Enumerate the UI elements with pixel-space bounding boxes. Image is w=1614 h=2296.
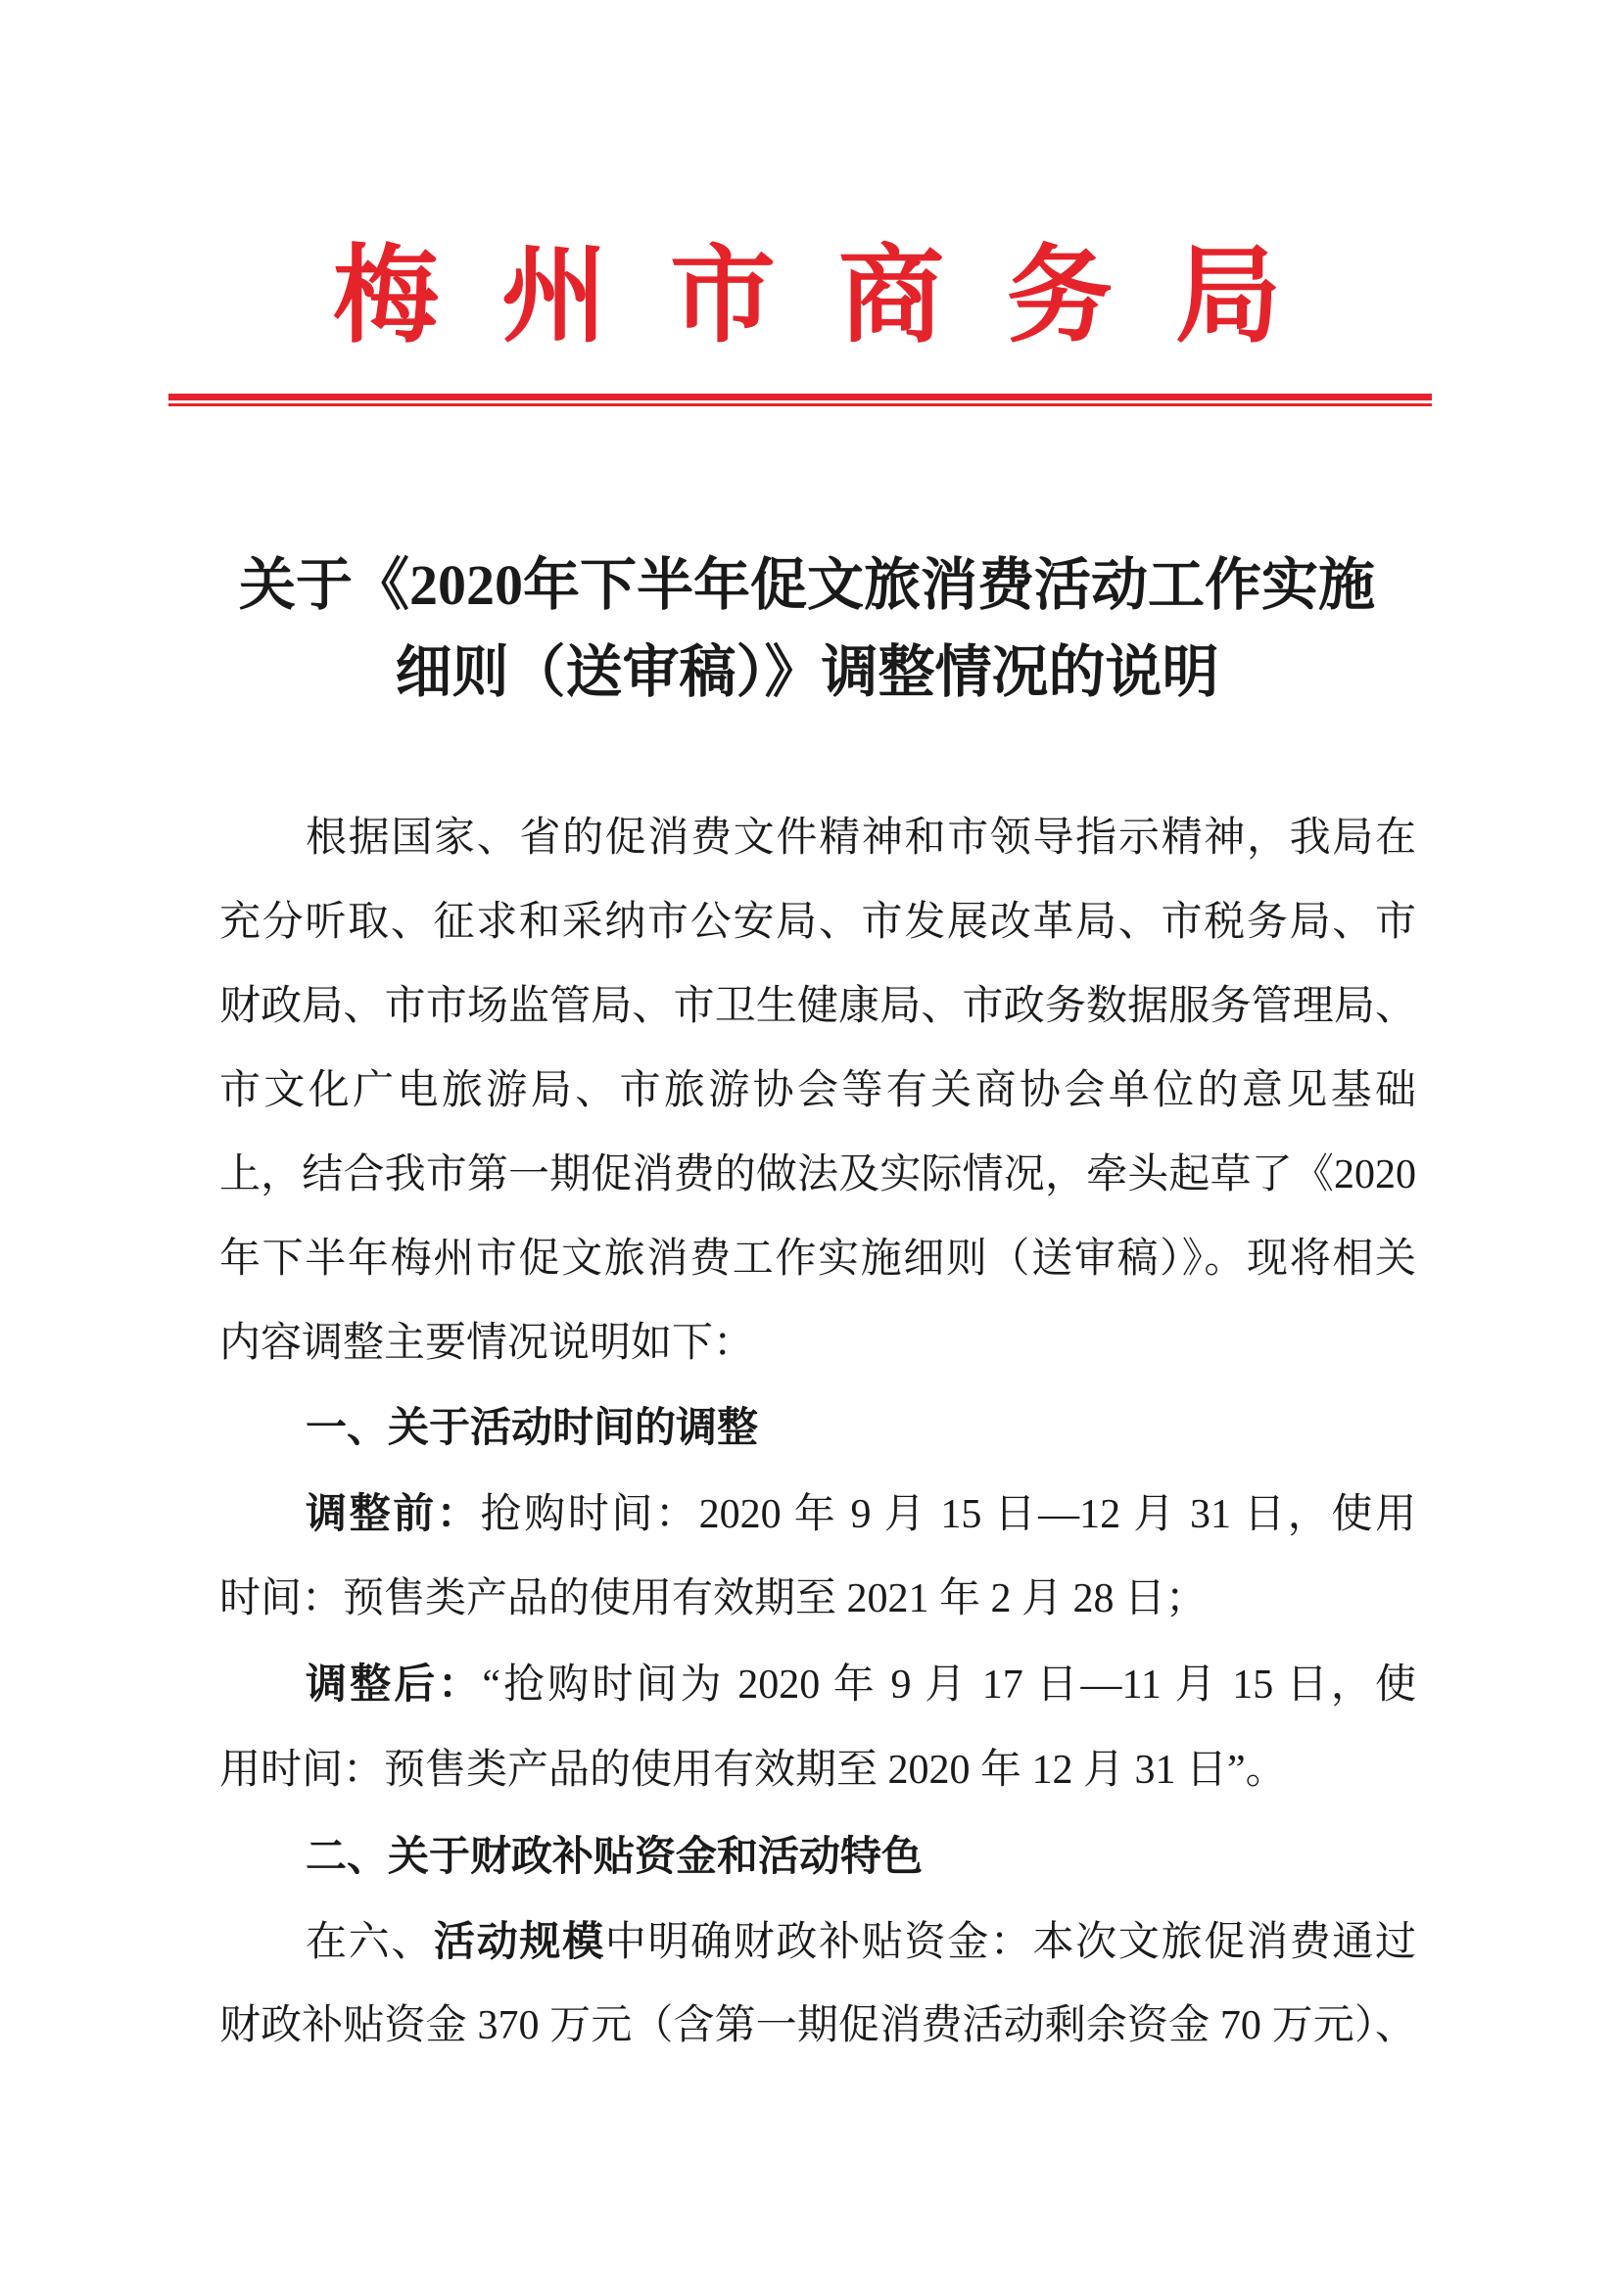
intro-line: 根据国家、省的促消费文件精神和市领导指示精神，我局在 [306, 816, 1416, 861]
intro-line: 上，结合我市第一期促消费的做法及实际情况，牵头起草了《2020 [219, 1152, 1416, 1197]
section2-para-line2: 财政补贴资金 370 万元（含第一期促消费活动剩余资金 70 万元）、 [219, 2003, 1416, 2048]
section1-heading: 一、关于活动时间的调整 [306, 1404, 759, 1450]
section1-before-line2: 时间：预售类产品的使用有效期至 2021 年 2 月 28 日； [219, 1576, 1208, 1621]
section1-before-line1 [306, 1484, 1416, 1544]
before-label: 调整前： [306, 1490, 481, 1536]
after-text: “抢购时间为 2020 年 9 月 17 日—11 月 15 日，使 [482, 1663, 1416, 1708]
intro-line: 内容调整主要情况说明如下： [219, 1321, 755, 1366]
letterhead-org: 梅州市商务局 [332, 234, 1344, 357]
document-title-line2: 细则（送审稿）》调整情况的说明 [395, 640, 1219, 704]
section2-para-line1 [306, 1912, 1416, 1972]
section2-heading: 二、关于财政补贴资金和活动特色 [306, 1833, 924, 1879]
para-prefix: 在六、 [306, 1920, 435, 1965]
after-label: 调整后： [306, 1661, 483, 1707]
para-text: 中明确财政补贴资金：本次文旅促消费通过 [604, 1920, 1416, 1965]
document-title-line1: 关于《2020年下半年促文旅消费活动工作实施 [238, 553, 1375, 617]
para-bold-term: 活动规模 [434, 1918, 605, 1964]
before-text: 抢购时间：2020 年 9 月 15 日—12 月 31 日，使用 [480, 1492, 1416, 1537]
intro-line: 财政局、市市场监管局、市卫生健康局、市政务数据服务管理局、 [219, 984, 1416, 1029]
intro-line: 充分听取、征求和采纳市公安局、市发展改革局、市税务局、市 [219, 900, 1416, 945]
letterhead-rule-thick [168, 394, 1432, 400]
letterhead-rule-thin [168, 403, 1432, 406]
section1-after-line2: 用时间：预售类产品的使用有效期至 2020 年 12 月 31 日”。 [219, 1748, 1287, 1793]
intro-line: 市文化广电旅游局、市旅游协会等有关商协会单位的意见基础 [219, 1068, 1416, 1113]
section1-after-line1 [306, 1655, 1416, 1714]
intro-line: 年下半年梅州市促文旅消费工作实施细则（送审稿）》。现将相关 [219, 1237, 1416, 1282]
